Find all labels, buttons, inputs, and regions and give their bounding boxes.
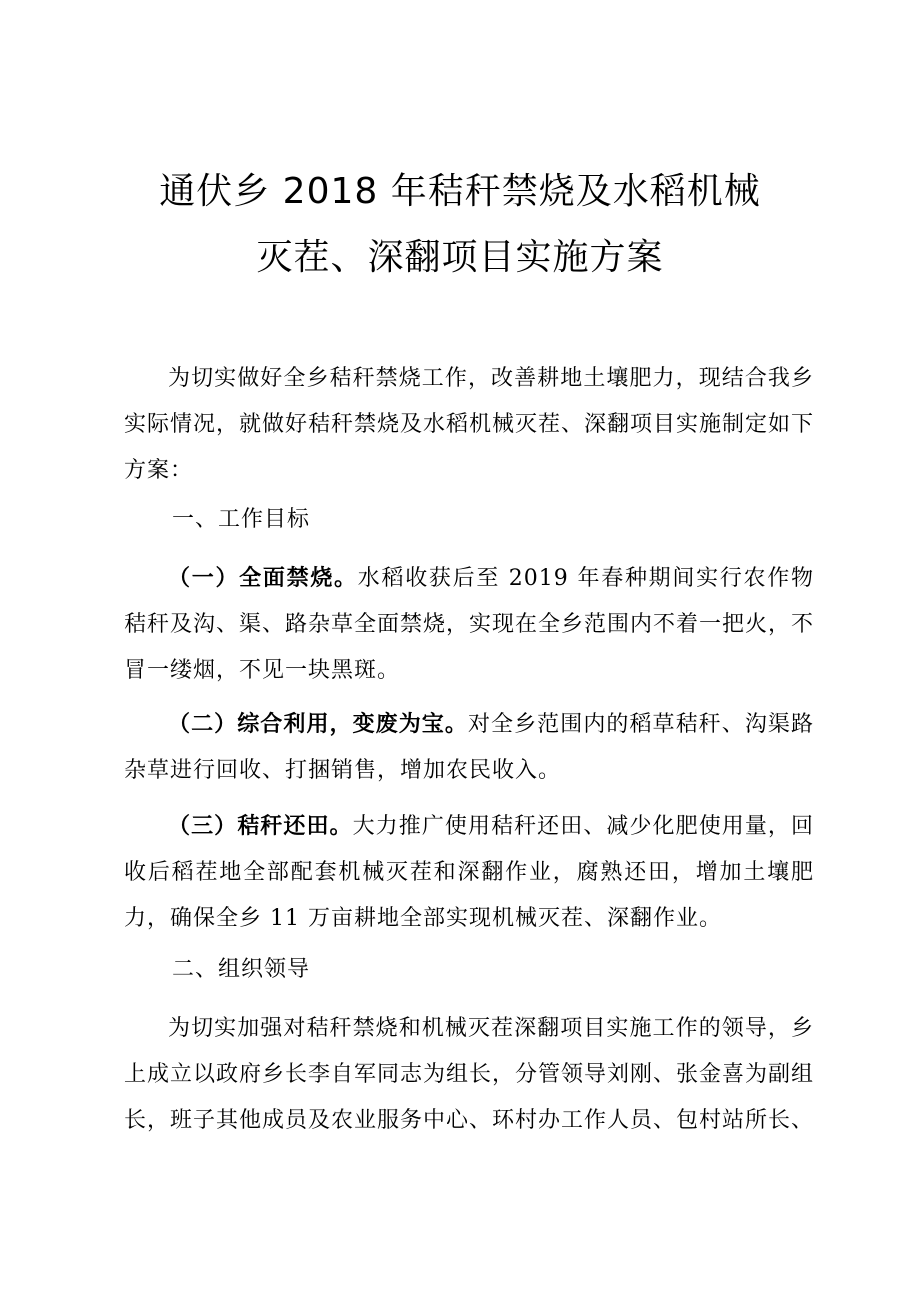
section-heading-organization: 二、组织领导	[172, 957, 311, 982]
document-title-line-1: 通伏乡 2018 年秸秆禁烧及水稻机械	[159, 171, 761, 212]
organization-paragraph: 为切实加强对秸秆禁烧和机械灭茬深翻项目实施工作的领导，乡上成立以政府乡长李自军同志为组长，分管领导刘刚、张金喜为副组长，班子其他成员及农业服务中心、环村办工作人员、包村站所长、	[124, 1016, 815, 1133]
goal-item-1-lead: （一）全面禁烧。	[168, 566, 358, 591]
goal-item-2	[124, 702, 814, 794]
goal-item-3-text: 大力推广使用秸秆还田、减少化肥使用量，回收后稻茬地全部配套机械灭茬和深翻作业，腐熟还田，增加土壤肥力，确保全乡 11 万亩耕地全部实现机械灭茬、深翻作业。	[124, 814, 814, 931]
section-heading-goals: 一、工作目标	[172, 507, 311, 532]
goal-item-1	[124, 556, 814, 694]
goal-item-2-text: 对全乡范围内的稻草秸秆、沟渠路杂草进行回收、打捆销售，增加农民收入。	[124, 712, 814, 783]
intro-paragraph: 为切实做好全乡秸秆禁烧工作，改善耕地土壤肥力，现结合我乡实际情况，就做好秸秆禁烧及水稻机械灭茬、深翻项目实施制定如下方案：	[124, 366, 815, 483]
document-title-line-2: 灭茬、深翻项目实施方案	[256, 237, 664, 278]
goal-item-1-text: 水稻收获后至 2019 年春种期间实行农作物秸秆及沟、渠、路杂草全面禁烧，实现在全乡范围内不着一把火，不冒一缕烟，不见一块黑斑。	[124, 566, 815, 683]
goal-item-3-lead: （三）秸秆还田。	[168, 814, 353, 839]
goal-item-3	[124, 804, 814, 942]
goal-item-2-lead: （二）综合利用，变废为宝。	[168, 712, 468, 737]
